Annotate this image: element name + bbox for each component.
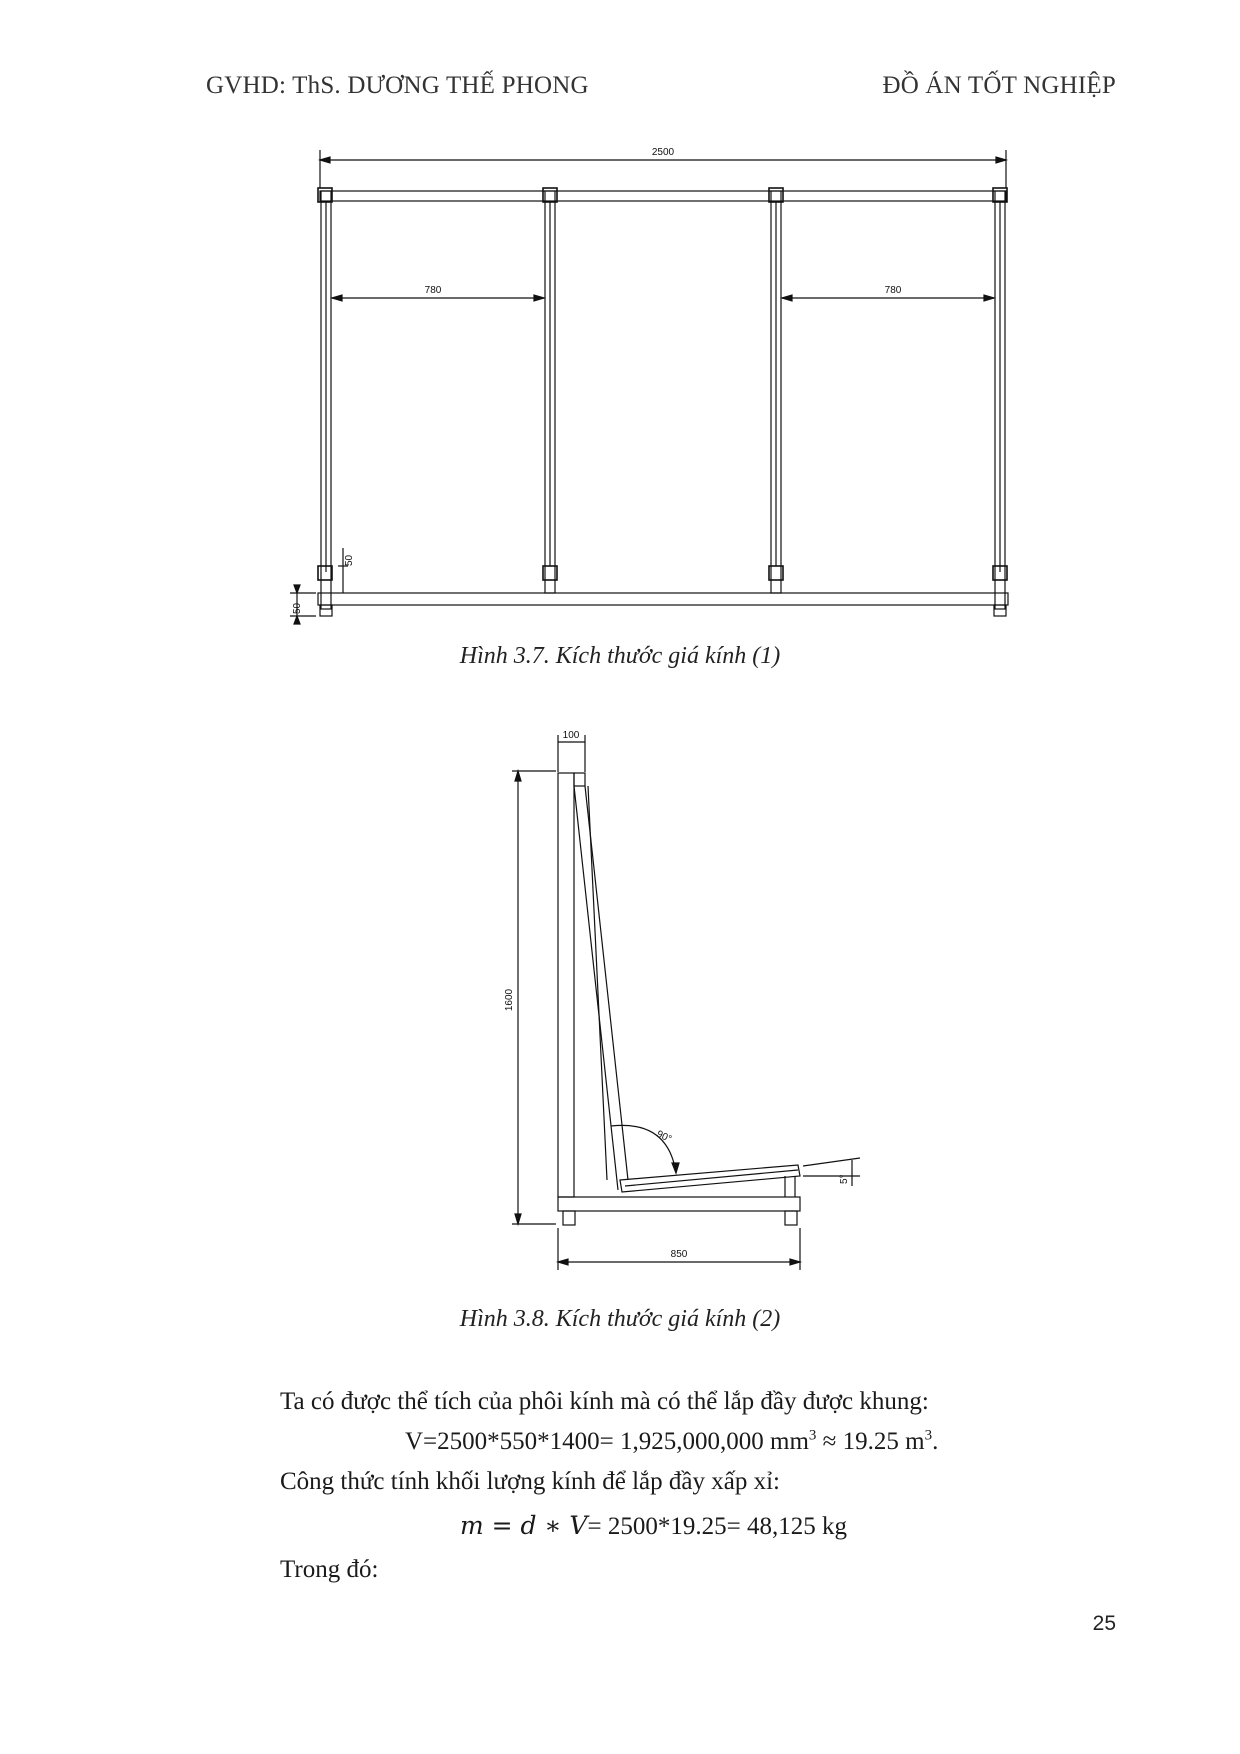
header-project-title: ĐỒ ÁN TỐT NGHIỆP xyxy=(882,72,1116,99)
equation-mass-lhs: m = d ∗ V xyxy=(460,1511,588,1540)
dim-tilt: 5° xyxy=(839,1174,850,1184)
equation-mass-rhs: = 2500*19.25= 48,125 kg xyxy=(587,1513,847,1540)
dim-base-width: 850 xyxy=(670,1249,688,1260)
dim-base-height: 50 xyxy=(292,602,303,614)
dim-left-bay: 780 xyxy=(424,285,442,296)
equation-volume-exp2: 3 xyxy=(924,1427,933,1444)
header-advisor: GVHD: ThS. DƯƠNG THẾ PHONG xyxy=(206,72,589,99)
page-number: 25 xyxy=(1092,1612,1116,1635)
paragraph-where: Trong đó: xyxy=(280,1556,379,1583)
equation-volume-end: . xyxy=(932,1428,939,1455)
equation-mass xyxy=(460,1511,847,1541)
dim-leg-height: 50 xyxy=(344,554,355,566)
equation-volume-approx: ≈ 19.25 m xyxy=(816,1428,925,1455)
figure1-caption: Hình 3.7. Kích thước giá kính (1) xyxy=(459,643,781,669)
dim-top-width: 100 xyxy=(562,730,580,741)
dim-height: 1600 xyxy=(504,988,515,1012)
equation-volume-formula: V=2500*550*1400= 1,925,000,000 mm xyxy=(405,1428,809,1455)
equation-volume xyxy=(405,1428,938,1456)
dim-right-bay: 780 xyxy=(884,285,902,296)
dim-angle: 90° xyxy=(654,1128,674,1146)
figure2-caption: Hình 3.8. Kích thước giá kính (2) xyxy=(459,1306,781,1332)
dim-overall-width: 2500 xyxy=(651,147,675,158)
equation-volume-exp1: 3 xyxy=(808,1427,817,1444)
paragraph-mass-intro: Công thức tính khối lượng kính để lắp đầy xấp xỉ: xyxy=(280,1468,780,1495)
paragraph-volume-intro: Ta có được thể tích của phôi kính mà có thể lắp đầy được khung: xyxy=(280,1388,929,1415)
